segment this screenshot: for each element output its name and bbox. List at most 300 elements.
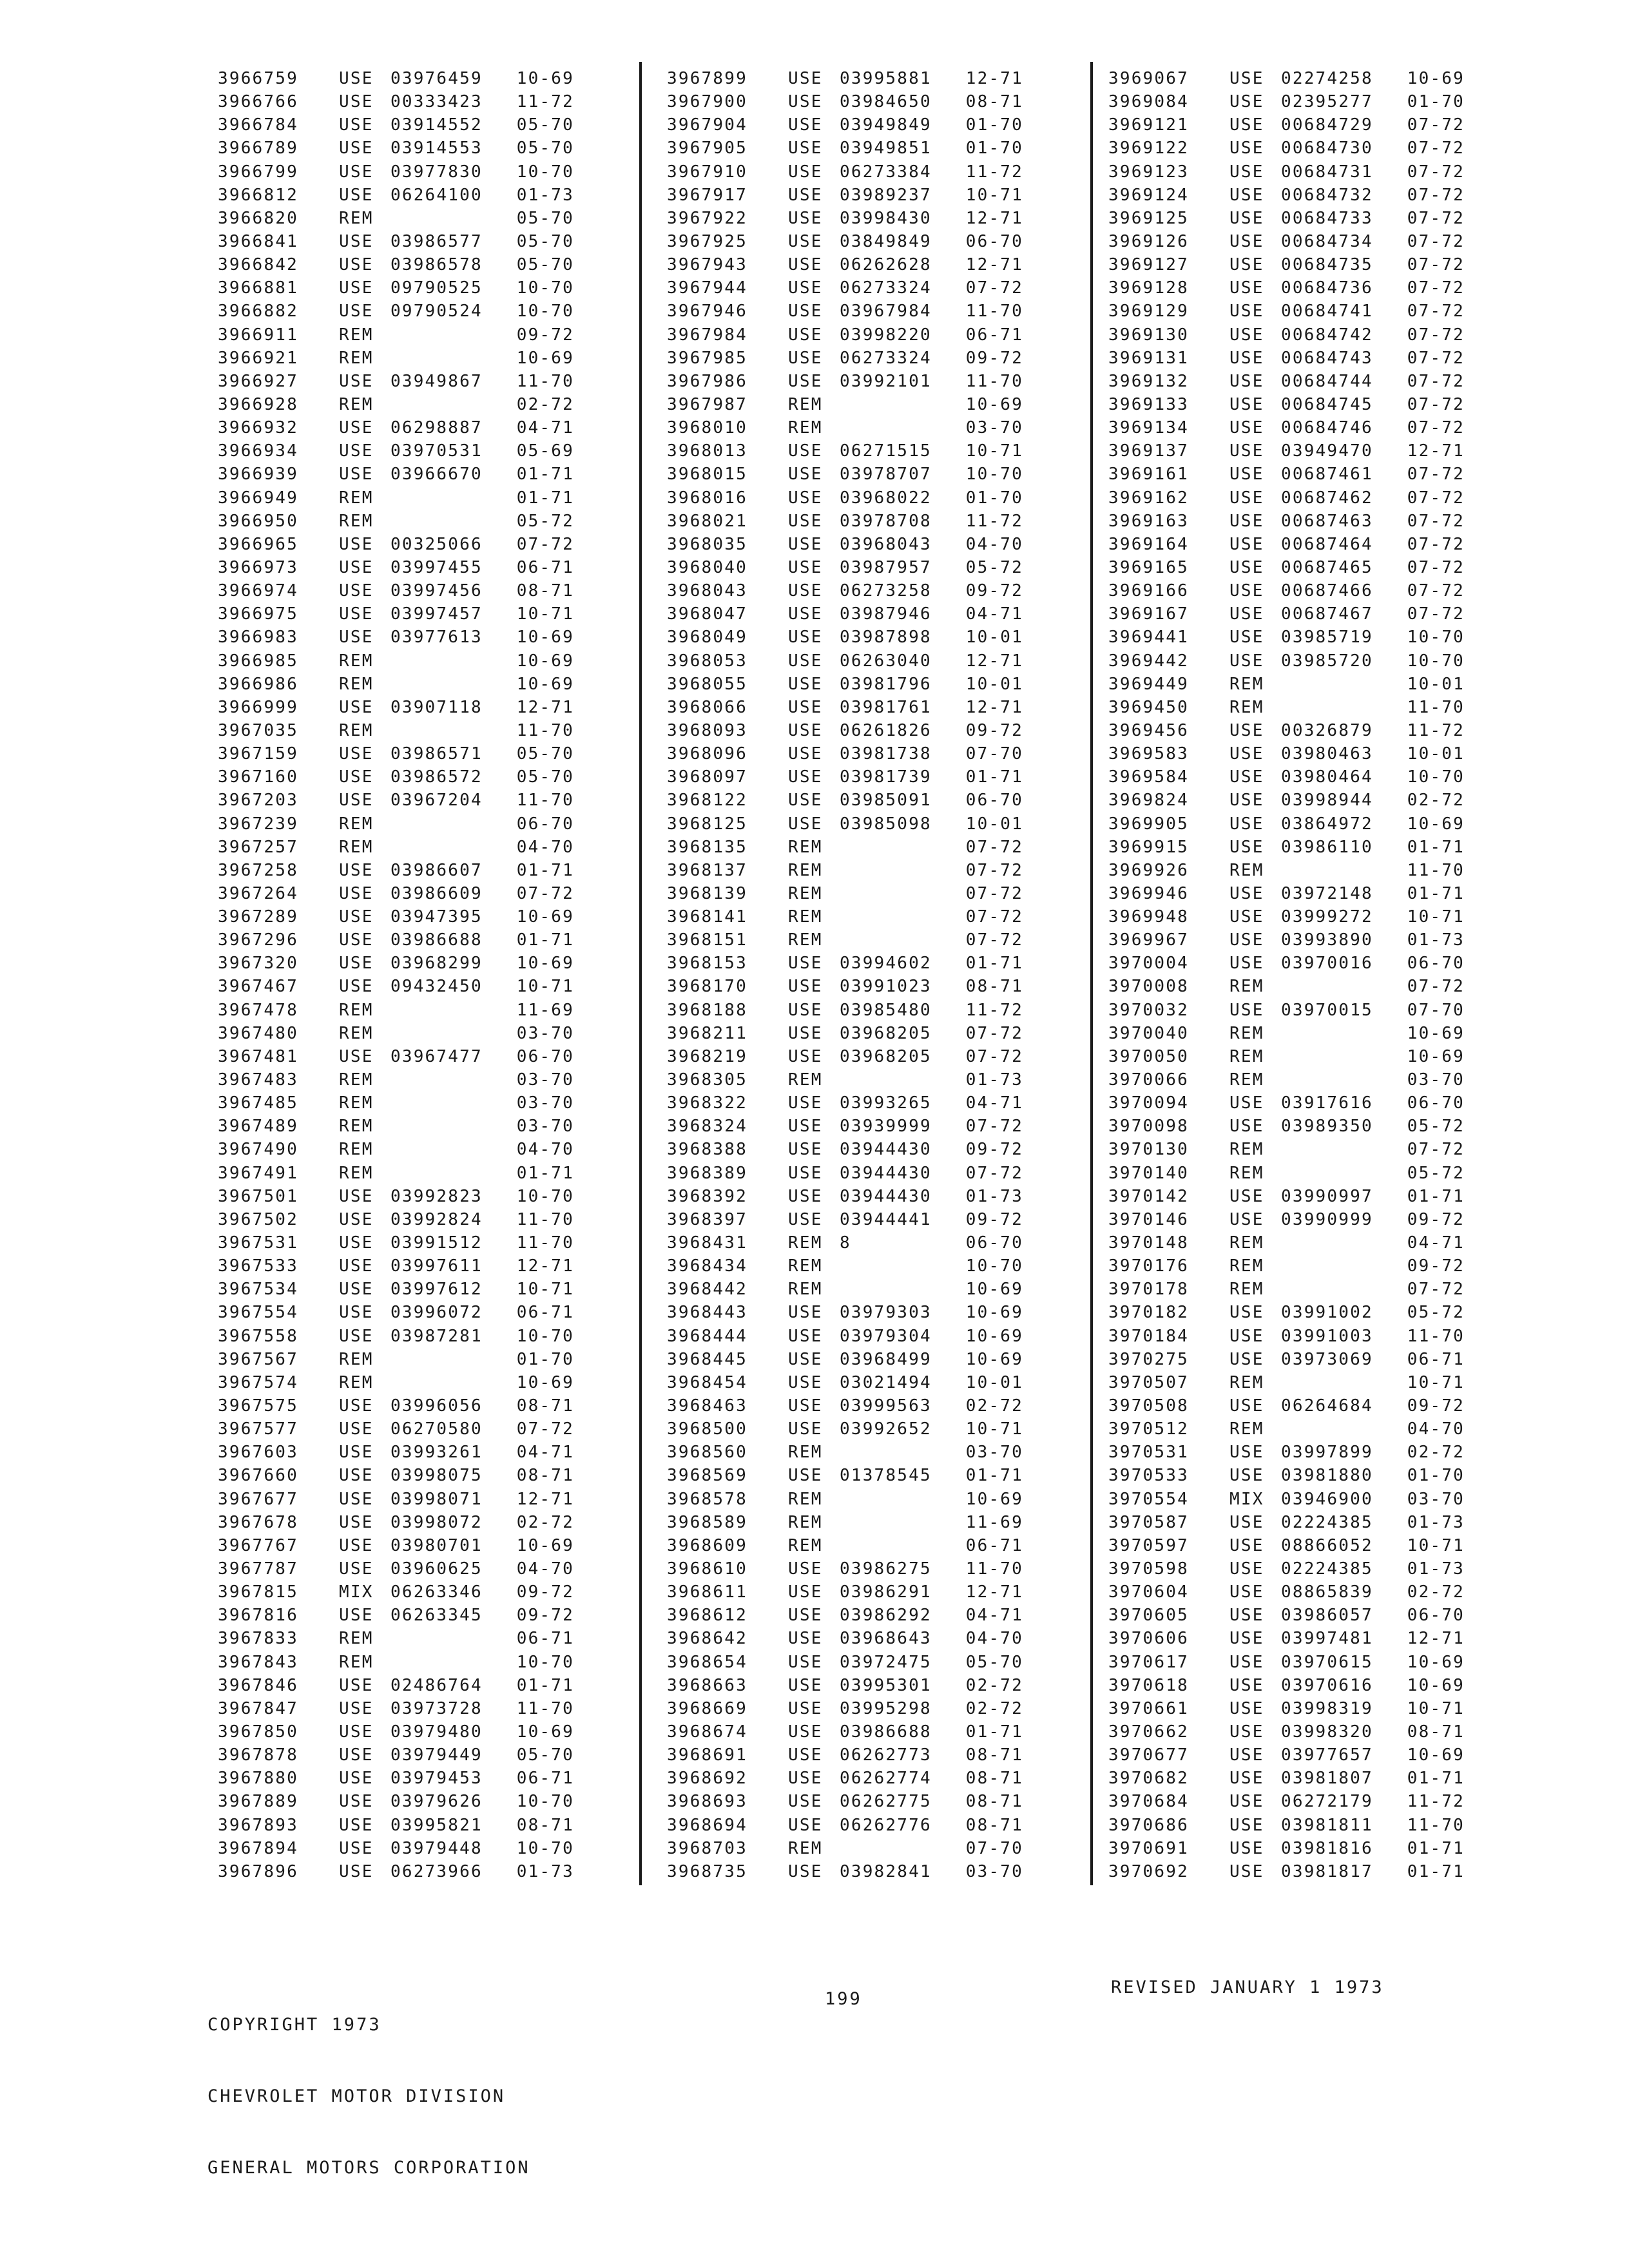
action-code: USE xyxy=(339,92,374,112)
effective-date: 11-70 xyxy=(516,1698,574,1718)
copyright-block xyxy=(207,1965,530,2204)
part-number: 3966965 xyxy=(218,534,298,554)
part-number: 3968500 xyxy=(667,1419,747,1439)
replacement-number xyxy=(390,1651,503,1674)
part-number: 3969126 xyxy=(1108,231,1189,251)
action-code: USE xyxy=(788,1815,823,1835)
part-number: 3967896 xyxy=(218,1861,298,1881)
action-code: USE xyxy=(1229,1443,1264,1463)
table-row xyxy=(667,1301,1079,1324)
action-code: USE xyxy=(788,348,823,368)
action-code: REM xyxy=(339,651,374,671)
part-number: 3970531 xyxy=(1108,1443,1189,1463)
replacement-number: 00687465 xyxy=(1281,557,1373,577)
action-code: REM xyxy=(1229,1256,1264,1276)
replacement-number: 03944430 xyxy=(840,1163,932,1183)
replacement-number: 03914553 xyxy=(390,139,483,159)
part-number: 3968093 xyxy=(667,720,747,740)
action-code: REM xyxy=(339,720,374,740)
action-code: USE xyxy=(1229,1326,1264,1346)
part-number: 3968043 xyxy=(667,581,747,601)
part-number: 3967815 xyxy=(218,1582,298,1602)
effective-date: 10-01 xyxy=(1407,744,1465,764)
replacement-number xyxy=(390,673,503,696)
action-code: USE xyxy=(1229,1512,1264,1532)
action-code: USE xyxy=(788,1652,823,1672)
action-code: USE xyxy=(788,767,823,787)
effective-date: 02-72 xyxy=(965,1675,1023,1695)
table-row xyxy=(1108,1162,1527,1185)
action-code: USE xyxy=(339,139,374,159)
replacement-number: 00684742 xyxy=(1281,325,1373,345)
action-code: USE xyxy=(788,488,823,508)
effective-date: 08-71 xyxy=(516,1815,574,1835)
replacement-number: 00333423 xyxy=(390,92,483,112)
part-number: 3967264 xyxy=(218,883,298,903)
effective-date: 10-69 xyxy=(516,954,574,974)
replacement-number: 03021494 xyxy=(840,1372,932,1392)
table-row xyxy=(667,113,1079,137)
table-row xyxy=(1108,1254,1527,1278)
part-number: 3969122 xyxy=(1108,139,1189,159)
table-row xyxy=(218,1767,630,1790)
table-row xyxy=(1108,836,1527,859)
action-code: USE xyxy=(1229,1000,1264,1020)
action-code: USE xyxy=(1229,930,1264,950)
effective-date: 07-72 xyxy=(965,907,1023,927)
part-number: 3970677 xyxy=(1108,1745,1189,1765)
action-code: USE xyxy=(1229,1117,1264,1137)
effective-date: 10-71 xyxy=(1407,907,1465,927)
replacement-number: 01378545 xyxy=(840,1466,932,1486)
effective-date: 11-72 xyxy=(965,162,1023,182)
part-number: 3969163 xyxy=(1108,511,1189,531)
table-row xyxy=(1108,789,1527,812)
effective-date: 09-72 xyxy=(516,325,574,345)
part-number: 3969134 xyxy=(1108,418,1189,438)
table-row xyxy=(1108,1557,1527,1581)
replacement-number xyxy=(840,859,952,882)
effective-date: 07-72 xyxy=(1407,1280,1465,1300)
replacement-number: 03987281 xyxy=(390,1326,483,1346)
table-row xyxy=(667,952,1079,975)
action-code: USE xyxy=(339,697,374,717)
replacement-number: 03992101 xyxy=(840,371,932,391)
action-code: USE xyxy=(339,465,374,485)
replacement-number: 03992823 xyxy=(390,1186,483,1206)
part-number: 3969926 xyxy=(1108,860,1189,880)
action-code: MIX xyxy=(339,1582,374,1602)
part-number: 3970686 xyxy=(1108,1815,1189,1835)
part-number: 3967239 xyxy=(218,814,298,834)
replacement-number xyxy=(390,1627,503,1650)
table-row xyxy=(1108,556,1527,579)
action-code: USE xyxy=(339,1606,374,1626)
table-row xyxy=(667,486,1079,510)
replacement-number xyxy=(1281,1068,1394,1091)
effective-date: 10-70 xyxy=(516,1838,574,1858)
part-number: 3969824 xyxy=(1108,791,1189,811)
table-row xyxy=(1108,1441,1527,1464)
part-number: 3970617 xyxy=(1108,1652,1189,1672)
effective-date: 03-70 xyxy=(965,1861,1023,1881)
parts-column-3 xyxy=(1108,67,1527,1883)
action-code: USE xyxy=(788,465,823,485)
effective-date: 09-72 xyxy=(516,1606,574,1626)
part-number: 3968389 xyxy=(667,1163,747,1183)
action-code: REM xyxy=(339,488,374,508)
part-number: 3967984 xyxy=(667,325,747,345)
action-code: USE xyxy=(788,1629,823,1649)
table-row xyxy=(218,719,630,742)
table-row xyxy=(667,253,1079,276)
part-number: 3970512 xyxy=(1108,1419,1189,1439)
action-code: USE xyxy=(788,1722,823,1742)
part-number: 3967900 xyxy=(667,92,747,112)
replacement-number: 03979626 xyxy=(390,1792,483,1812)
action-code: USE xyxy=(1229,278,1264,298)
table-row xyxy=(667,1068,1079,1091)
table-row xyxy=(218,859,630,882)
replacement-number xyxy=(390,323,503,347)
table-row xyxy=(218,67,630,90)
table-row xyxy=(667,323,1079,347)
replacement-number: 02395277 xyxy=(1281,92,1373,112)
effective-date: 10-69 xyxy=(516,348,574,368)
table-row xyxy=(218,1441,630,1464)
table-row xyxy=(667,1162,1079,1185)
effective-date: 10-71 xyxy=(965,1419,1023,1439)
table-row xyxy=(218,370,630,393)
action-code: USE xyxy=(788,69,823,88)
effective-date: 10-69 xyxy=(965,1280,1023,1300)
effective-date: 10-69 xyxy=(516,674,574,694)
replacement-number: 00684731 xyxy=(1281,162,1373,182)
replacement-number: 03970531 xyxy=(390,441,483,461)
part-number: 3966939 xyxy=(218,465,298,485)
part-number: 3968219 xyxy=(667,1046,747,1066)
part-number: 3968066 xyxy=(667,697,747,717)
replacement-number: 03981880 xyxy=(1281,1466,1373,1486)
part-number: 3969948 xyxy=(1108,907,1189,927)
part-number: 3970604 xyxy=(1108,1582,1189,1602)
action-code: USE xyxy=(339,1861,374,1881)
effective-date: 12-71 xyxy=(965,69,1023,88)
effective-date: 06-70 xyxy=(1407,1093,1465,1113)
part-number: 3970050 xyxy=(1108,1046,1189,1066)
table-row xyxy=(667,1022,1079,1045)
replacement-number: 00687461 xyxy=(1281,465,1373,485)
action-code: USE xyxy=(1229,185,1264,205)
effective-date: 01-71 xyxy=(1407,1186,1465,1206)
table-row xyxy=(667,230,1079,253)
replacement-number: 03997456 xyxy=(390,581,483,601)
table-row xyxy=(1108,1022,1527,1045)
replacement-number xyxy=(1281,1022,1394,1045)
part-number: 3968135 xyxy=(667,837,747,857)
table-row xyxy=(1108,812,1527,836)
table-row xyxy=(1108,1278,1527,1301)
action-code: USE xyxy=(1229,720,1264,740)
replacement-number: 03982841 xyxy=(840,1861,932,1881)
replacement-number: 09432450 xyxy=(390,977,483,997)
effective-date: 06-71 xyxy=(965,1535,1023,1555)
table-row xyxy=(218,90,630,113)
table-row xyxy=(1108,486,1527,510)
action-code: USE xyxy=(1229,1559,1264,1579)
table-row xyxy=(218,696,630,719)
replacement-number xyxy=(390,1022,503,1045)
table-row xyxy=(667,1045,1079,1068)
part-number: 3969128 xyxy=(1108,278,1189,298)
replacement-number: 03981817 xyxy=(1281,1861,1373,1881)
replacement-number: 03970015 xyxy=(1281,1000,1373,1020)
replacement-number: 06263040 xyxy=(840,651,932,671)
part-number: 3967917 xyxy=(667,185,747,205)
action-code: USE xyxy=(339,278,374,298)
action-code: USE xyxy=(788,231,823,251)
part-number: 3967480 xyxy=(218,1023,298,1043)
effective-date: 01-71 xyxy=(516,1675,574,1695)
action-code: USE xyxy=(788,1023,823,1043)
part-number: 3967910 xyxy=(667,162,747,182)
table-row xyxy=(667,1231,1079,1254)
table-row xyxy=(667,416,1079,439)
replacement-number: 08866052 xyxy=(1281,1535,1373,1555)
effective-date: 01-71 xyxy=(965,1466,1023,1486)
table-row xyxy=(218,1674,630,1697)
effective-date: 12-71 xyxy=(965,208,1023,228)
table-row xyxy=(218,1418,630,1441)
action-code: USE xyxy=(1229,418,1264,438)
action-code: USE xyxy=(1229,907,1264,927)
table-row xyxy=(218,1511,630,1534)
effective-date: 10-70 xyxy=(1407,651,1465,671)
action-code: REM xyxy=(788,860,823,880)
part-number: 3967986 xyxy=(667,371,747,391)
replacement-number xyxy=(390,999,503,1022)
table-row xyxy=(667,1488,1079,1511)
effective-date: 07-72 xyxy=(1407,208,1465,228)
effective-date: 01-71 xyxy=(1407,1838,1465,1858)
part-number: 3966928 xyxy=(218,394,298,414)
effective-date: 07-72 xyxy=(965,1046,1023,1066)
part-number: 3967816 xyxy=(218,1606,298,1626)
part-number: 3967944 xyxy=(667,278,747,298)
part-number: 3967467 xyxy=(218,977,298,997)
effective-date: 01-71 xyxy=(965,767,1023,787)
replacement-number: 02274258 xyxy=(1281,69,1373,88)
effective-date: 04-70 xyxy=(965,534,1023,554)
replacement-number: 03970016 xyxy=(1281,954,1373,974)
action-code: USE xyxy=(339,1675,374,1695)
replacement-number xyxy=(840,416,952,439)
effective-date: 11-70 xyxy=(1407,1326,1465,1346)
table-row xyxy=(218,1697,630,1720)
part-number: 3967289 xyxy=(218,907,298,927)
table-row xyxy=(218,160,630,184)
table-row xyxy=(667,137,1079,160)
effective-date: 10-70 xyxy=(516,1326,574,1346)
action-code: REM xyxy=(788,1489,823,1509)
part-number: 3968035 xyxy=(667,534,747,554)
part-number: 3967880 xyxy=(218,1769,298,1789)
action-code: USE xyxy=(1229,1745,1264,1765)
replacement-number: 03989237 xyxy=(840,185,932,205)
part-number: 3967489 xyxy=(218,1117,298,1137)
table-row xyxy=(218,137,630,160)
replacement-number: 00687462 xyxy=(1281,488,1373,508)
replacement-number: 03914552 xyxy=(390,115,483,135)
replacement-number: 03995298 xyxy=(840,1698,932,1718)
replacement-number xyxy=(390,1068,503,1091)
effective-date: 07-72 xyxy=(1407,511,1465,531)
effective-date: 10-69 xyxy=(1407,1675,1465,1695)
effective-date: 05-72 xyxy=(1407,1163,1465,1183)
table-row xyxy=(218,1138,630,1161)
table-row xyxy=(218,393,630,416)
replacement-number: 06272179 xyxy=(1281,1792,1373,1812)
table-row xyxy=(1108,463,1527,486)
replacement-number: 03864972 xyxy=(1281,814,1373,834)
replacement-number: 03949851 xyxy=(840,139,932,159)
action-code: REM xyxy=(339,208,374,228)
replacement-number: 03993890 xyxy=(1281,930,1373,950)
effective-date: 11-69 xyxy=(965,1512,1023,1532)
part-number: 3970554 xyxy=(1108,1489,1189,1509)
table-row xyxy=(218,1581,630,1604)
action-code: USE xyxy=(788,1140,823,1160)
table-row xyxy=(218,439,630,463)
part-number: 3969442 xyxy=(1108,651,1189,671)
effective-date: 10-69 xyxy=(516,69,574,88)
table-row xyxy=(667,696,1079,719)
part-number: 3968442 xyxy=(667,1280,747,1300)
action-code: USE xyxy=(1229,1606,1264,1626)
action-code: USE xyxy=(788,1326,823,1346)
part-number: 3968609 xyxy=(667,1535,747,1555)
action-code: USE xyxy=(1229,954,1264,974)
part-number: 3969084 xyxy=(1108,92,1189,112)
part-number: 3967922 xyxy=(667,208,747,228)
replacement-number: 03987898 xyxy=(840,628,932,648)
part-number: 3968013 xyxy=(667,441,747,461)
replacement-number: 06264100 xyxy=(390,185,483,205)
action-code: REM xyxy=(788,1512,823,1532)
effective-date: 07-72 xyxy=(965,930,1023,950)
replacement-number: 00684743 xyxy=(1281,348,1373,368)
action-code: USE xyxy=(788,954,823,974)
part-number: 3966973 xyxy=(218,557,298,577)
effective-date: 01-71 xyxy=(1407,883,1465,903)
action-code: USE xyxy=(1229,69,1264,88)
part-number: 3968703 xyxy=(667,1838,747,1858)
table-row xyxy=(218,416,630,439)
part-number: 3968324 xyxy=(667,1117,747,1137)
part-number: 3967035 xyxy=(218,720,298,740)
part-number: 3968692 xyxy=(667,1769,747,1789)
effective-date: 07-72 xyxy=(1407,371,1465,391)
part-number: 3968392 xyxy=(667,1186,747,1206)
action-code: USE xyxy=(1229,1349,1264,1369)
effective-date: 01-71 xyxy=(516,465,574,485)
table-row xyxy=(1108,510,1527,533)
part-number: 3968139 xyxy=(667,883,747,903)
table-row xyxy=(1108,67,1527,90)
effective-date: 08-71 xyxy=(965,92,1023,112)
replacement-number: 06270580 xyxy=(390,1419,483,1439)
effective-date: 11-70 xyxy=(1407,1815,1465,1835)
replacement-number: 03968205 xyxy=(840,1023,932,1043)
action-code: USE xyxy=(1229,115,1264,135)
replacement-number xyxy=(1281,1231,1394,1254)
table-row xyxy=(1108,882,1527,905)
part-number: 3967478 xyxy=(218,1000,298,1020)
action-code: USE xyxy=(1229,302,1264,322)
table-row xyxy=(1108,439,1527,463)
action-code: USE xyxy=(339,1396,374,1416)
table-row xyxy=(1108,719,1527,742)
part-number: 3968049 xyxy=(667,628,747,648)
effective-date: 02-72 xyxy=(516,394,574,414)
part-number: 3967483 xyxy=(218,1070,298,1090)
replacement-number: 03981796 xyxy=(840,674,932,694)
table-row xyxy=(218,347,630,370)
action-code: USE xyxy=(339,1792,374,1812)
part-number: 3967833 xyxy=(218,1629,298,1649)
action-code: REM xyxy=(788,1443,823,1463)
effective-date: 11-70 xyxy=(516,791,574,811)
part-number: 3967203 xyxy=(218,791,298,811)
effective-date: 01-73 xyxy=(965,1070,1023,1090)
effective-date: 05-70 xyxy=(516,255,574,275)
effective-date: 01-73 xyxy=(965,1186,1023,1206)
action-code: USE xyxy=(1229,1722,1264,1742)
effective-date: 06-71 xyxy=(516,1769,574,1789)
table-row xyxy=(667,300,1079,323)
replacement-number: 03986275 xyxy=(840,1559,932,1579)
table-row xyxy=(1108,184,1527,207)
effective-date: 10-69 xyxy=(965,1349,1023,1369)
replacement-number: 03980463 xyxy=(1281,744,1373,764)
table-row xyxy=(218,556,630,579)
replacement-number: 03987957 xyxy=(840,557,932,577)
part-number: 3969067 xyxy=(1108,69,1189,88)
part-number: 3970661 xyxy=(1108,1698,1189,1718)
division-line: CHEVROLET MOTOR DIVISION xyxy=(207,2086,506,2106)
table-row xyxy=(1108,1348,1527,1371)
action-code: USE xyxy=(788,628,823,648)
table-row xyxy=(1108,1418,1527,1441)
effective-date: 10-01 xyxy=(965,1372,1023,1392)
effective-date: 06-71 xyxy=(516,557,574,577)
table-row xyxy=(667,1371,1079,1394)
action-code: USE xyxy=(1229,1582,1264,1602)
part-number: 3967554 xyxy=(218,1303,298,1323)
action-code: USE xyxy=(788,139,823,159)
part-number: 3967534 xyxy=(218,1280,298,1300)
part-number: 3968693 xyxy=(667,1792,747,1812)
replacement-number: 03944441 xyxy=(840,1209,932,1229)
table-row xyxy=(1108,323,1527,347)
part-number: 3966911 xyxy=(218,325,298,345)
part-number: 3970142 xyxy=(1108,1186,1189,1206)
part-number: 3966766 xyxy=(218,92,298,112)
effective-date: 10-70 xyxy=(965,465,1023,485)
effective-date: 11-70 xyxy=(965,1559,1023,1579)
part-number: 3966999 xyxy=(218,697,298,717)
table-row xyxy=(1108,1651,1527,1674)
